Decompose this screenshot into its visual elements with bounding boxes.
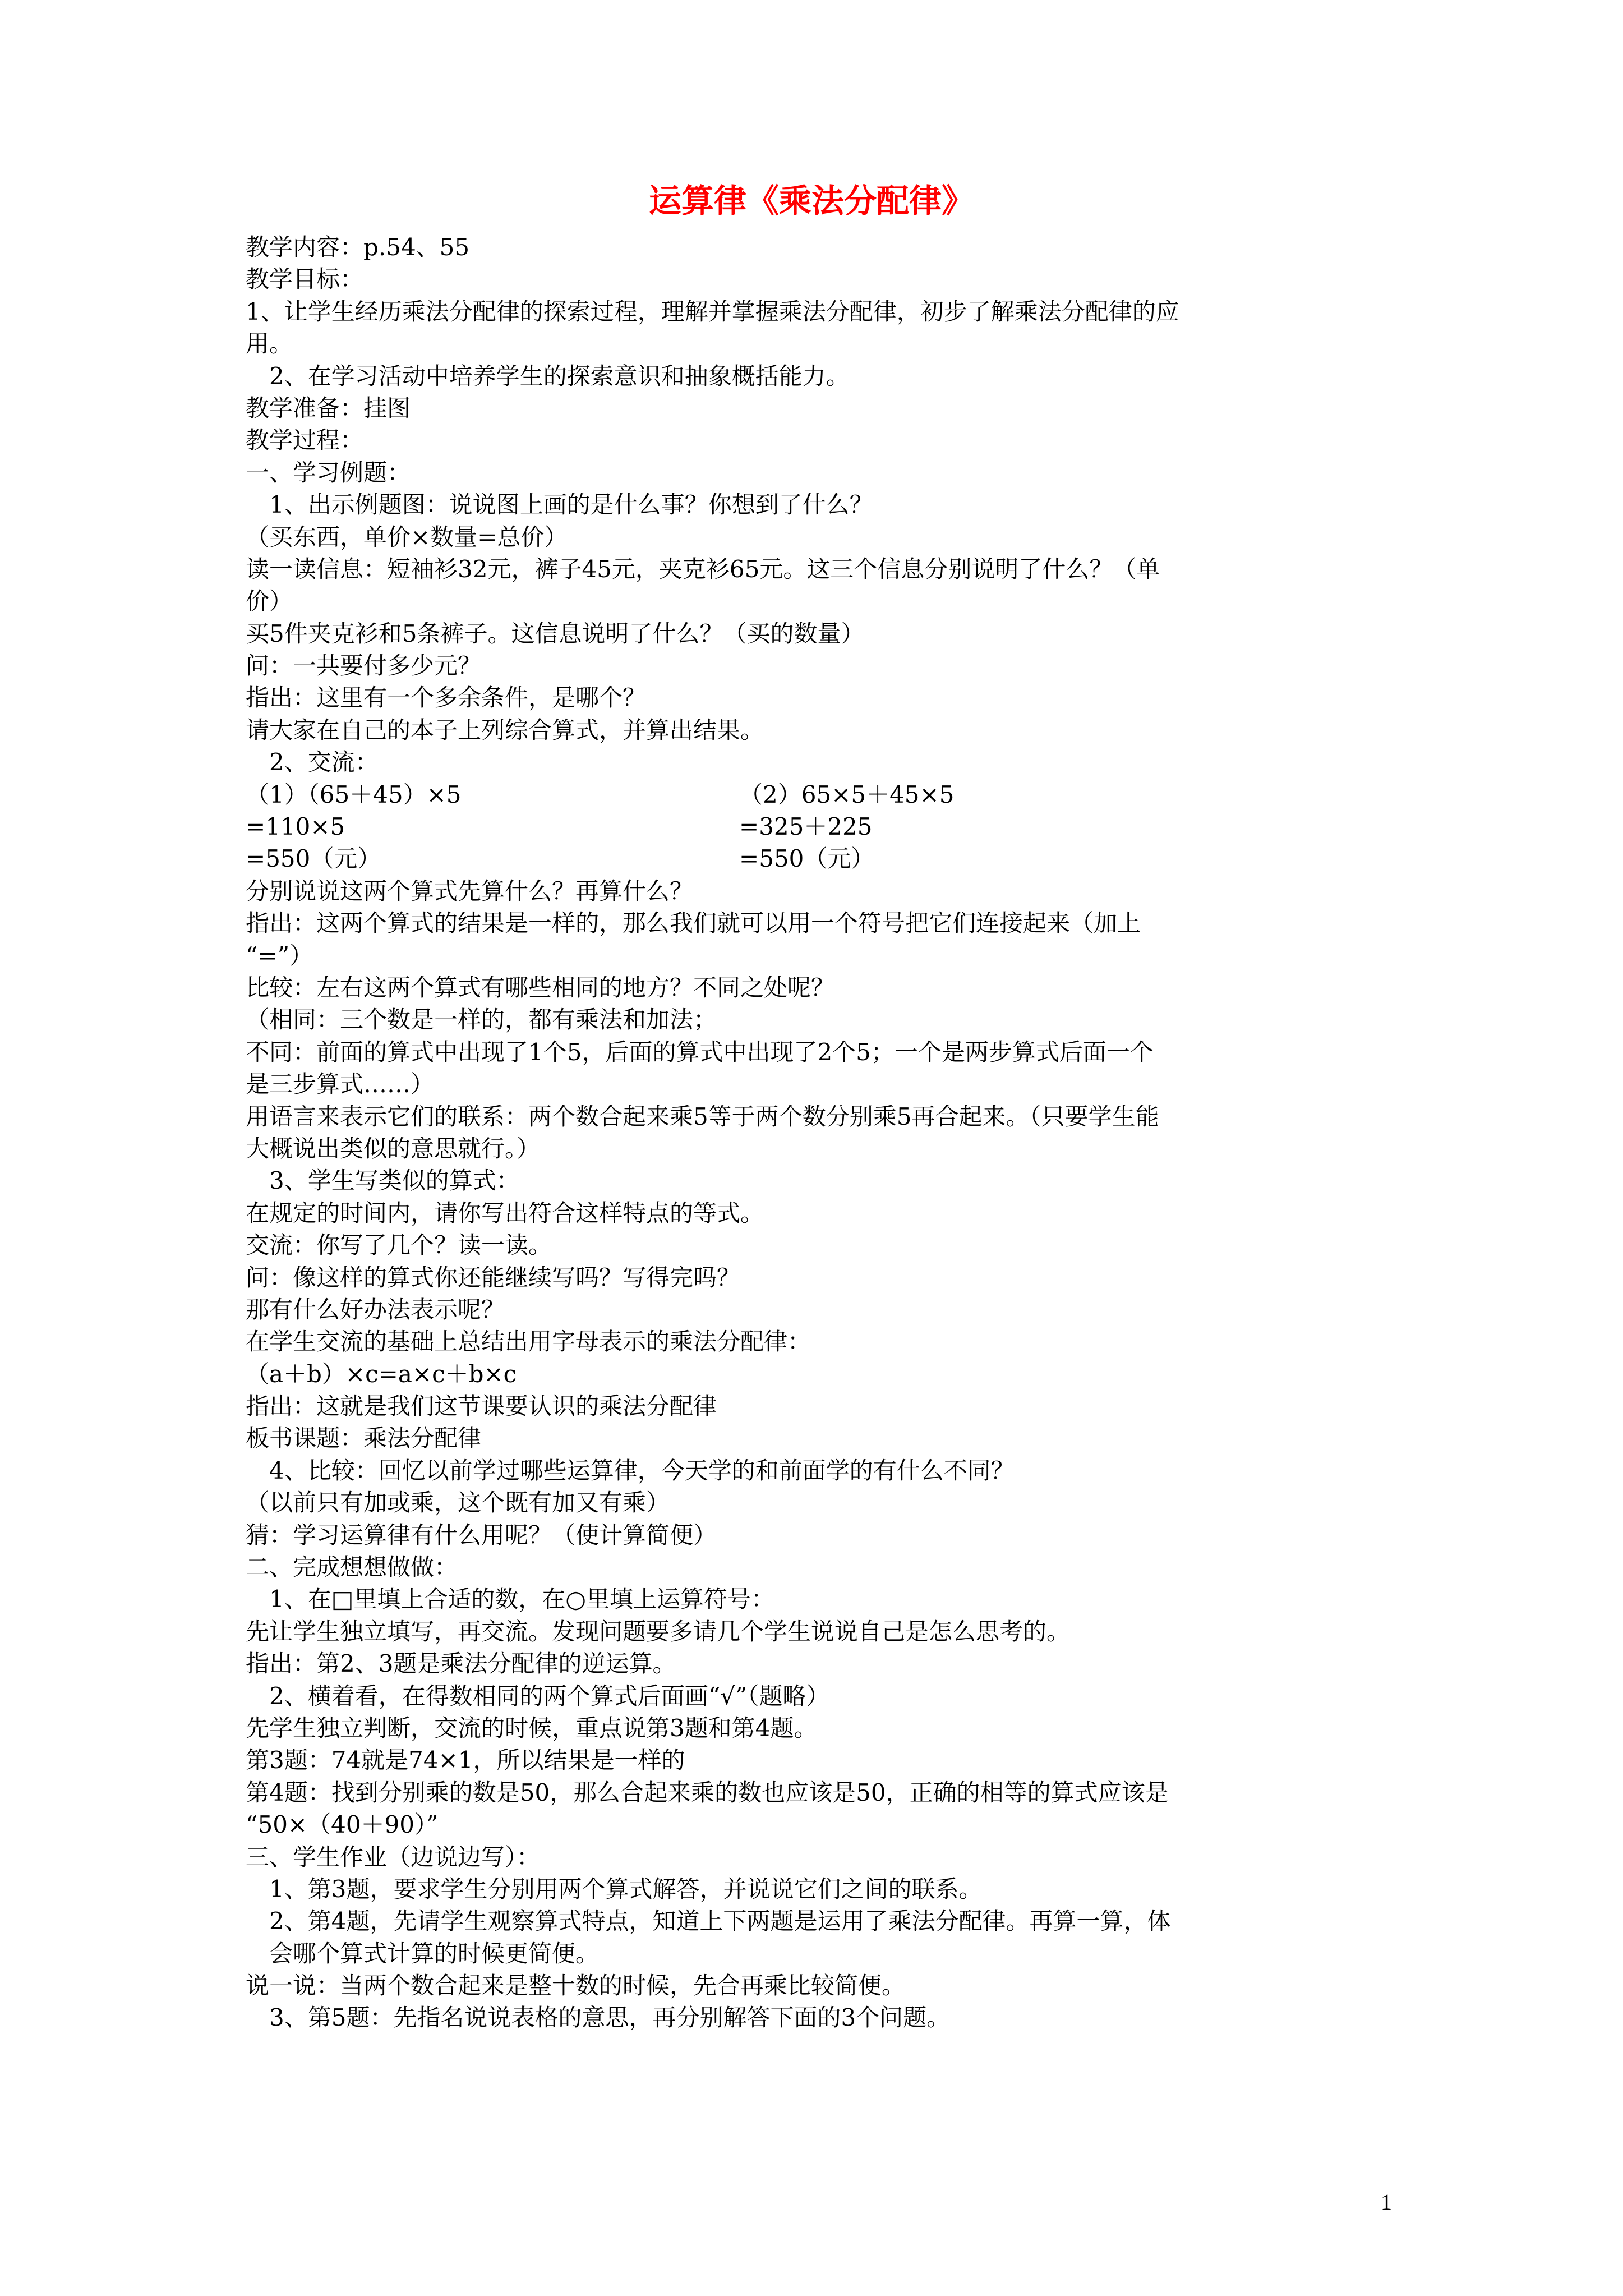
text-line: 用语言来表示它们的联系：两个数合起来乘5等于两个数分别乘5再合起来。（只要学生能 (246, 1102, 1159, 1130)
equation-left: =550（元） (246, 845, 381, 873)
text-line: 2、在学习活动中培养学生的探索意识和抽象概括能力。 (269, 362, 850, 390)
equation-right: =325＋225 (739, 813, 873, 841)
text-line: 先学生独立判断，交流的时候，重点说第3题和第4题。 (246, 1714, 818, 1742)
text-line: 教学过程： (246, 426, 364, 454)
text-line: 1、让学生经历乘法分配律的探索过程，理解并掌握乘法分配律，初步了解乘法分配律的应 (246, 297, 1179, 325)
text-line: 用。 (246, 330, 293, 358)
text-line: 大概说出类似的意思就行。） (246, 1134, 541, 1162)
equation-right: =550（元） (739, 845, 875, 873)
text-line: 买5件夹克衫和5条裤子。这信息说明了什么？（买的数量） (246, 619, 865, 647)
text-line: 问：一共要付多少元？ (246, 652, 482, 680)
text-line: 说一说：当两个数合起来是整十数的时候，先合再乘比较简便。 (246, 1972, 906, 2000)
text-line: 板书课题：乘法分配律 (246, 1424, 482, 1452)
text-line: 先让学生独立填写，再交流。发现问题要多请几个学生说说自己是怎么思考的。 (246, 1617, 1071, 1645)
text-line: 2、第4题，先请学生观察算式特点，知道上下两题是运用了乘法分配律。再算一算，体 (269, 1907, 1171, 1935)
text-line: 指出：第2、3题是乘法分配律的逆运算。 (246, 1650, 676, 1678)
text-line: 教学目标： (246, 265, 364, 293)
text-line: 1、出示例题图：说说图上画的是什么事？你想到了什么？ (269, 491, 873, 519)
section-heading: 二、完成想想做做： (246, 1553, 458, 1581)
text-line: 教学准备：挂图 (246, 394, 411, 422)
document-body (246, 231, 1390, 2034)
text-line: 是三步算式……） (246, 1070, 435, 1098)
text-line: 第4题：找到分别乘的数是50，那么合起来乘的数也应该是50，正确的相等的算式应该是 (246, 1778, 1169, 1806)
text-line: 在学生交流的基础上总结出用字母表示的乘法分配律： (246, 1328, 811, 1356)
equation-row (246, 843, 1390, 875)
text-line: 指出：这就是我们这节课要认识的乘法分配律 (246, 1392, 717, 1420)
text-line: 会哪个算式计算的时候更简便。 (269, 1939, 600, 1967)
text-line: 第3题：74就是74×1，所以结果是一样的 (246, 1746, 685, 1774)
equation-right: （2）65×5＋45×5 (739, 780, 955, 808)
text-line: 指出：这两个算式的结果是一样的，那么我们就可以用一个符号把它们连接起来（加上 (246, 909, 1141, 937)
text-line: 在规定的时间内，请你写出符合这样特点的等式。 (246, 1199, 764, 1227)
equation-row (246, 779, 1390, 811)
text-line: 2、横着看，在得数相同的两个算式后面画“√”（题略） (269, 1682, 830, 1710)
text-line: （买东西，单价×数量=总价） (246, 523, 568, 551)
text-line: 4、比较：回忆以前学过哪些运算律，今天学的和前面学的有什么不同？ (269, 1456, 1015, 1484)
text-line: 指出：这里有一个多余条件，是哪个？ (246, 684, 647, 712)
page-number: 1 (1381, 2189, 1392, 2215)
text-line: 比较：左右这两个算式有哪些相同的地方？不同之处呢？ (246, 973, 835, 1001)
text-line: 交流：你写了几个？读一读。 (246, 1231, 552, 1259)
text-line: 1、在□里填上合适的数，在○里填上运算符号： (269, 1585, 775, 1613)
equation-left: =110×5 (246, 813, 345, 841)
text-line: 问：像这样的算式你还能继续写吗？写得完吗？ (246, 1263, 741, 1291)
text-line: “50×（40＋90）” (246, 1811, 439, 1839)
document-title: 运算律《乘法分配律》 (648, 182, 974, 220)
text-line: 分别说说这两个算式先算什么？再算什么？ (246, 877, 694, 905)
text-line: 猜：学习运算律有什么用呢？（使计算简便） (246, 1521, 717, 1549)
text-line: 教学内容：p.54、55 (246, 233, 470, 261)
text-line: 2、交流： (269, 748, 379, 776)
text-line: 价） (246, 587, 293, 615)
section-heading: 三、学生作业（边说边写）： (246, 1843, 541, 1871)
formula-line: （a＋b）×c=a×c＋b×c (246, 1360, 517, 1388)
equation-row (246, 811, 1390, 843)
text-line: 读一读信息：短袖衫32元，裤子45元，夹克衫65元。这三个信息分别说明了什么？（单 (246, 555, 1160, 583)
section-heading: 一、学习例题： (246, 458, 411, 486)
text-line: “=”） (246, 941, 313, 969)
text-line: （以前只有加或乘，这个既有加又有乘） (246, 1489, 670, 1517)
equation-left: （1）（65＋45）×5 (246, 780, 462, 808)
text-line: 3、学生写类似的算式： (269, 1167, 520, 1195)
text-line: 不同：前面的算式中出现了1个5，后面的算式中出现了2个5；一个是两步算式后面一个 (246, 1038, 1154, 1066)
text-line: 那有什么好办法表示呢？ (246, 1295, 505, 1323)
text-line: 3、第5题：先指名说说表格的意思，再分别解答下面的3个问题。 (269, 2004, 951, 2032)
text-line: （相同：三个数是一样的，都有乘法和加法； (246, 1006, 717, 1034)
text-line: 1、第3题，要求学生分别用两个算式解答，并说说它们之间的联系。 (269, 1875, 983, 1903)
text-line: 请大家在自己的本子上列综合算式，并算出结果。 (246, 716, 764, 744)
